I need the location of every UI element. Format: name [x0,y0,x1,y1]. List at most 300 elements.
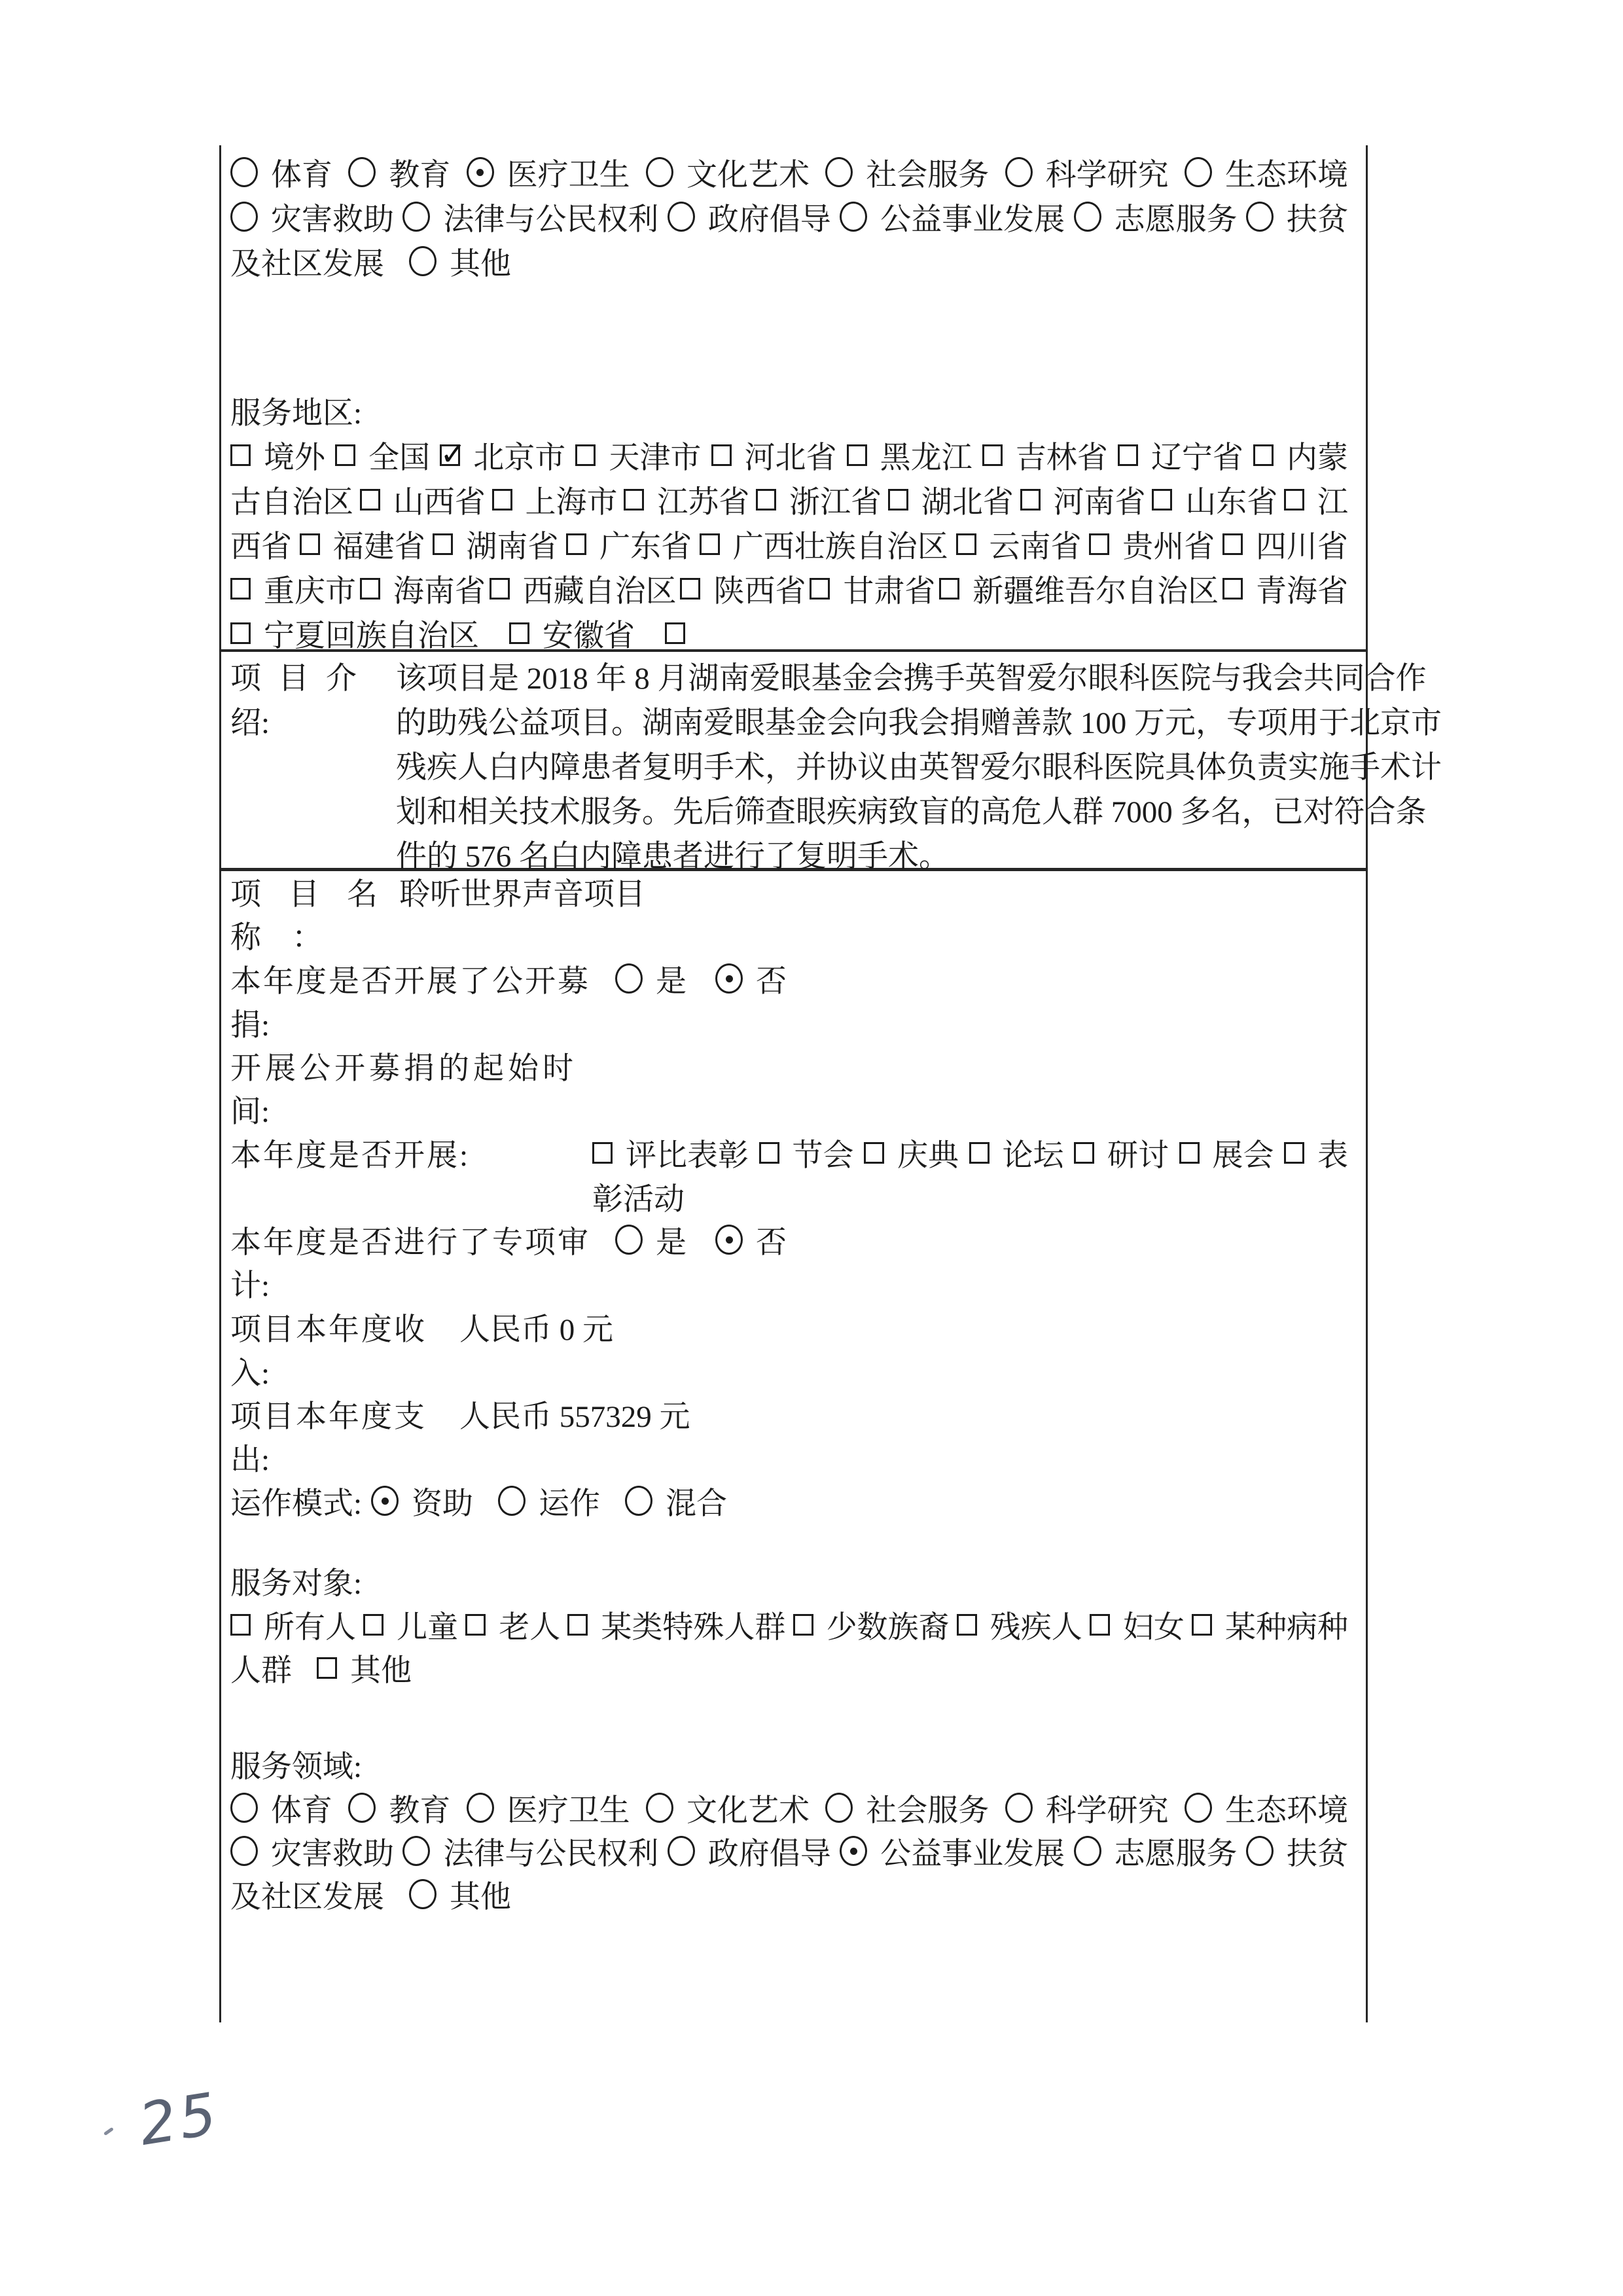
radio-option-扶贫 [1246,1829,1348,1873]
option-label: 人群 [230,1653,292,1688]
radio-option-政府倡导 [668,195,831,239]
check-icon [982,444,1003,466]
check-icon [360,578,380,600]
check-option-儿童 [363,1603,458,1647]
option-label: 甘肃省 [843,574,936,609]
option-label: 庆典 [897,1138,959,1173]
radio-icon [1246,202,1274,232]
option-label: 扶贫 [1286,202,1348,237]
project-name-label-wrap: 称 ： [230,920,323,955]
option-label: 运作 [539,1486,601,1521]
check-icon [1179,1142,1200,1164]
option-label: 混合 [666,1486,728,1521]
check-icon [939,578,959,600]
check-icon [230,578,251,600]
check-option-山东省 [1152,478,1277,522]
option-label: 吉林省 [1015,440,1108,475]
option-label: 其他 [450,1880,511,1914]
radio-option-是 [615,1218,687,1262]
option-label: 新疆维吾尔自治区 [972,574,1219,609]
check-icon [1192,1614,1212,1636]
option-label: 贵州省 [1122,529,1215,564]
activities-wrap-text: 彰活动 [592,1182,685,1217]
option-label: 是 [656,964,687,999]
option-label: 山东省 [1185,485,1278,520]
check-option-妇女 [1090,1603,1185,1647]
option-label: 体育 [271,158,332,192]
check-option-云南省 [956,522,1082,566]
fundraise-period-label: 开展公开募捐的起始时 [230,1051,577,1086]
service-field-title: 服务领域: [230,1749,363,1784]
audit-row [230,1217,787,1262]
option-label: 否 [756,964,787,999]
option-label: 社会服务 [866,1793,990,1828]
check-icon [363,1614,383,1636]
option-label: 教育 [389,158,451,192]
option-label: 山西省 [393,485,486,520]
check-icon [957,1614,977,1636]
option-label: 重庆市 [264,574,356,609]
radio-icon [840,202,867,232]
radio-icon [615,1225,643,1255]
option-label: 展会 [1212,1138,1274,1173]
service-field-line3 [230,1872,511,1916]
check-icon [665,622,685,644]
radio-option-社会服务 [825,151,989,194]
radio-icon [1074,1836,1101,1866]
radio-icon [625,1486,652,1516]
option-label: 某种病种 [1224,1610,1348,1645]
check-option-宁夏回族自治区 [230,611,479,655]
expense-row [230,1391,690,1436]
radio-option-医疗卫生 [467,151,630,194]
check-icon [793,1614,813,1636]
text-fragment-西省 [230,522,292,566]
service-area-line4 [230,566,1348,611]
option-label: 科学研究 [1045,1793,1169,1828]
option-label: 境外 [264,440,325,475]
check-icon [317,1657,337,1679]
option-label: 辽宁省 [1150,440,1243,475]
check-icon [360,489,380,511]
project-name-value: 聆听世界声音项目 [399,877,645,912]
check-icon [847,444,867,466]
audit-question-label: 本年度是否进行了专项审 [230,1225,590,1260]
radio-option-灾害救助 [230,195,394,239]
option-label: 青海省 [1255,574,1348,609]
check-option-浙江省 [756,478,882,522]
option-label: 妇女 [1122,1610,1185,1645]
radio-icon [230,1793,258,1823]
check-option-少数族裔 [793,1603,950,1647]
option-label: 西省 [230,529,292,564]
radio-icon [1185,157,1212,187]
check-icon [759,1142,779,1164]
intro-label-line1: 项目介 [230,661,374,696]
check-icon [433,533,453,555]
check-option-重庆市 [230,567,356,611]
option-label: 科学研究 [1045,158,1169,192]
service-target-line1 [230,1602,1348,1647]
check-option-广西壮族自治区 [700,522,948,566]
radio-icon [230,157,258,187]
option-label: 法律与公民权利 [443,202,659,237]
option-label: 天津市 [609,440,702,475]
radio-option-体育 [230,151,332,194]
radio-option-文化艺术 [646,151,810,194]
check-icon [566,533,586,555]
service-field-line2 [230,1829,1348,1873]
radio-icon [825,157,853,187]
radio-option-法律与公民权利 [402,195,658,239]
check-option-某类特殊人群 [567,1603,785,1647]
check-option-青海省 [1222,567,1348,611]
check-option-河北省 [711,433,837,477]
option-label: 福建省 [332,529,425,564]
intro-text-line: 的助残公益项目。湖南爱眼基金会向我会捐赠善款 100 万元，专项用于北京市 [396,706,1442,740]
radio-option-运作 [498,1479,600,1523]
check-icon [490,578,510,600]
option-label: 宁夏回族自治区 [264,619,479,653]
text-fragment-及社区发展 [230,1873,384,1916]
check-option-福建省 [300,522,425,566]
check-option-blank [665,622,698,644]
fundraise-question-label: 本年度是否开展了公开募 [230,964,590,999]
check-option-研讨 [1074,1131,1169,1175]
option-label: 资助 [412,1486,474,1521]
check-option-四川省 [1222,522,1348,566]
option-label: 安徽省 [543,619,635,653]
option-label: 医疗卫生 [507,1793,630,1828]
option-label: 黑龙江 [880,440,972,475]
radio-option-文化艺术 [646,1786,810,1830]
check-icon [1152,489,1172,511]
option-label: 灾害救助 [271,1837,394,1871]
check-option-河南省 [1020,478,1146,522]
option-label: 某类特殊人群 [601,1610,786,1645]
radio-selected-icon [840,1836,867,1866]
option-label: 志愿服务 [1114,202,1238,237]
option-label: 政府倡导 [707,1837,831,1871]
option-label: 广东省 [599,529,692,564]
radio-icon [409,246,437,276]
option-label: 否 [756,1225,787,1260]
option-label: 四川省 [1255,529,1348,564]
option-label: 志愿服务 [1114,1837,1238,1871]
radio-option-政府倡导 [668,1829,831,1873]
radio-icon [348,1793,376,1823]
project-name-row [230,869,645,914]
check-icon [230,622,251,644]
activities-question-label: 本年度是否开展: [230,1138,471,1173]
option-label: 河南省 [1053,485,1146,520]
check-option-境外 [230,433,325,477]
option-label: 残疾人 [990,1610,1082,1645]
option-label: 上海市 [525,485,618,520]
option-label: 是 [656,1225,687,1260]
check-icon [624,489,644,511]
check-icon [756,489,776,511]
radio-option-教育 [348,151,450,194]
option-label: 云南省 [989,529,1082,564]
radio-icon [1005,157,1033,187]
check-icon [680,578,700,600]
check-option-安徽省 [509,611,635,655]
option-label: 浙江省 [789,485,882,520]
check-icon [1253,444,1274,466]
project-name-label: 项目名 [230,877,405,912]
check-option-论坛 [969,1131,1064,1175]
radio-icon [467,1793,494,1823]
check-icon [1222,578,1243,600]
radio-icon [498,1486,526,1516]
check-option-黑龙江 [847,433,972,477]
option-label: 生态环境 [1224,158,1348,192]
radio-option-其他 [409,240,511,283]
income-label: 项目本年度收 [230,1312,427,1347]
intro-label-line2: 绍: [230,706,270,740]
radio-icon [230,202,258,232]
service-area-title: 服务地区: [230,396,363,431]
check-icon [335,444,355,466]
option-label: 公益事业发展 [880,1837,1065,1871]
check-option-表 [1284,1131,1348,1175]
service-area-line1 [230,433,1348,477]
radio-icon [348,157,376,187]
radio-option-公益事业发展 [840,1829,1065,1873]
option-label: 古自治区 [230,485,353,520]
option-label: 西藏自治区 [522,574,677,609]
activities-row [230,1130,1348,1175]
check-option-上海市 [492,478,618,522]
check-option-展会 [1179,1131,1274,1175]
radio-option-公益事业发展 [840,195,1065,239]
check-icon [1090,1614,1110,1636]
intro-text-line: 划和相关技术服务。先后筛查眼疾病致盲的高危人群 7000 多名，已对符合条 [396,795,1427,829]
check-option-广东省 [566,522,692,566]
check-icon [592,1142,613,1164]
check-option-西藏自治区 [490,567,677,611]
radio-icon [615,963,643,994]
fundraise-period-label-wrap: 间: [230,1094,270,1129]
option-label: 内蒙 [1287,440,1348,475]
service-target-title: 服务对象: [230,1566,363,1601]
expense-label-wrap: 出: [230,1443,270,1477]
check-icon [1284,489,1304,511]
option-label: 文化艺术 [686,158,810,192]
check-option-老人 [465,1603,560,1647]
radio-option-社会服务 [825,1786,989,1830]
radio-icon [402,202,430,232]
option-label: 节会 [792,1138,854,1173]
service-area-line5 [230,611,698,655]
service-target-line2 [230,1645,412,1690]
check-icon [575,444,596,466]
radio-option-志愿服务 [1074,1829,1238,1873]
radio-icon [1005,1793,1033,1823]
check-icon [492,489,512,511]
check-option-北京市 [440,433,565,477]
text-fragment-古自治区 [230,478,353,522]
radio-option-教育 [348,1786,450,1830]
option-label: 全国 [368,440,431,475]
option-label: 河北省 [744,440,837,475]
check-icon [864,1142,884,1164]
check-icon [810,578,830,600]
check-option-所有人 [230,1603,356,1647]
radio-icon [1246,1836,1274,1866]
check-option-陕西省 [680,567,806,611]
option-label: 文化艺术 [686,1793,810,1828]
option-label: 公益事业发展 [880,202,1065,237]
income-row [230,1304,613,1349]
check-icon [567,1614,588,1636]
radio-option-体育 [230,1786,332,1830]
radio-icon [230,1836,258,1866]
check-icon [1089,533,1109,555]
radio-icon [646,157,673,187]
text-fragment-人群 [230,1646,292,1690]
check-option-其他 [317,1646,412,1690]
radio-selected-icon [371,1486,399,1516]
option-label: 法律与公民权利 [443,1837,659,1871]
check-option-江苏省 [624,478,749,522]
check-icon [230,444,251,466]
fundraise-label-wrap: 捐: [230,1008,270,1043]
option-label: 社会服务 [866,158,990,192]
check-icon [465,1614,486,1636]
operation-mode-row [230,1479,727,1523]
option-label: 所有人 [264,1610,356,1645]
radio-option-科学研究 [1005,151,1169,194]
intro-text-line: 残疾人白内障患者复明手术，并协议由英智爱尔眼科医院具体负责实施手术计 [396,750,1442,785]
check-option-湖南省 [433,522,558,566]
radio-option-生态环境 [1185,1786,1348,1830]
text-fragment-及社区发展 [230,240,384,283]
check-icon [509,622,529,644]
check-icon [700,533,720,555]
radio-selected-icon [467,157,494,187]
option-label: 体育 [271,1793,332,1828]
radio-icon [1074,202,1101,232]
check-option-天津市 [575,433,701,477]
option-label: 教育 [389,1793,451,1828]
expense-label: 项目本年度支 [230,1399,427,1434]
radio-option-科学研究 [1005,1786,1169,1830]
check-icon [1020,489,1041,511]
intro-text-line: 该项目是 2018 年 8 月湖南爱眼基金会携手英智爱尔眼科医院与我会共同合作 [396,661,1427,696]
radio-icon [1185,1793,1212,1823]
check-icon [711,444,732,466]
check-icon [1222,533,1243,555]
check-option-某种病种 [1192,1603,1348,1647]
option-label: 北京市 [473,440,566,475]
check-icon [1074,1142,1094,1164]
option-label: 生态环境 [1224,1793,1348,1828]
option-label: 湖南省 [466,529,559,564]
check-icon [300,533,320,555]
option-label: 海南省 [393,574,486,609]
check-selected-icon [440,444,460,466]
activities-answer [592,1131,1348,1175]
income-value: 人民币 0 元 [459,1312,613,1347]
check-icon [1118,444,1138,466]
intro-text-line: 件的 576 名白内障患者进行了复明手术。 [396,839,950,874]
operation-mode-label: 运作模式: [230,1486,363,1521]
check-option-贵州省 [1089,522,1215,566]
service-field-line1 [230,1785,1348,1830]
operation-mode-options [371,1479,727,1523]
radio-option-法律与公民权利 [402,1829,658,1873]
option-label: 老人 [499,1610,561,1645]
service-area-line3 [230,522,1348,566]
radio-icon [409,1879,437,1909]
option-label: 广西壮族自治区 [732,529,948,564]
radio-option-混合 [625,1479,727,1523]
radio-icon [402,1836,430,1866]
fundraise-answer [615,957,787,1001]
check-icon [956,533,976,555]
option-label: 及社区发展 [230,1880,384,1914]
radio-option-医疗卫生 [467,1786,630,1830]
radio-icon [825,1793,853,1823]
check-icon [1284,1142,1304,1164]
check-option-江 [1284,478,1348,522]
radio-option-生态环境 [1185,151,1348,194]
audit-answer [615,1218,787,1262]
radio-option-资助 [371,1479,473,1523]
check-icon [230,1614,251,1636]
radio-icon [668,202,695,232]
check-option-甘肃省 [810,567,935,611]
radio-option-扶贫 [1246,195,1348,239]
option-label: 湖北省 [921,485,1014,520]
option-label: 论坛 [1002,1138,1064,1173]
radio-option-是 [615,957,687,1001]
option-label: 研讨 [1107,1138,1169,1173]
handwritten-page-number: 25 [134,2079,224,2159]
radio-icon [668,1836,695,1866]
pencil-speck [103,2127,114,2136]
option-label: 少数族裔 [826,1610,950,1645]
option-label: 表 [1317,1138,1348,1173]
radio-selected-icon [715,963,743,994]
check-option-残疾人 [957,1603,1082,1647]
check-option-新疆维吾尔自治区 [939,567,1219,611]
audit-label-wrap: 计: [230,1268,270,1303]
option-label: 陕西省 [713,574,806,609]
check-option-辽宁省 [1118,433,1243,477]
radio-selected-icon [715,1225,743,1255]
option-label: 医疗卫生 [507,158,630,192]
fundraise-row [230,956,787,1001]
expense-value: 人民币 557329 元 [459,1399,690,1434]
option-label: 政府倡导 [707,202,831,237]
check-option-评比表彰 [592,1131,749,1175]
income-label-wrap: 入: [230,1356,270,1391]
radio-option-志愿服务 [1074,195,1238,239]
check-icon [969,1142,990,1164]
option-label: 儿童 [397,1610,459,1645]
check-option-吉林省 [982,433,1108,477]
check-option-庆典 [864,1131,959,1175]
option-label: 江苏省 [657,485,750,520]
check-option-全国 [335,433,430,477]
check-option-山西省 [360,478,486,522]
service-fields-top-line3 [230,239,511,283]
option-label: 灾害救助 [271,202,394,237]
service-area-line2 [230,477,1348,522]
